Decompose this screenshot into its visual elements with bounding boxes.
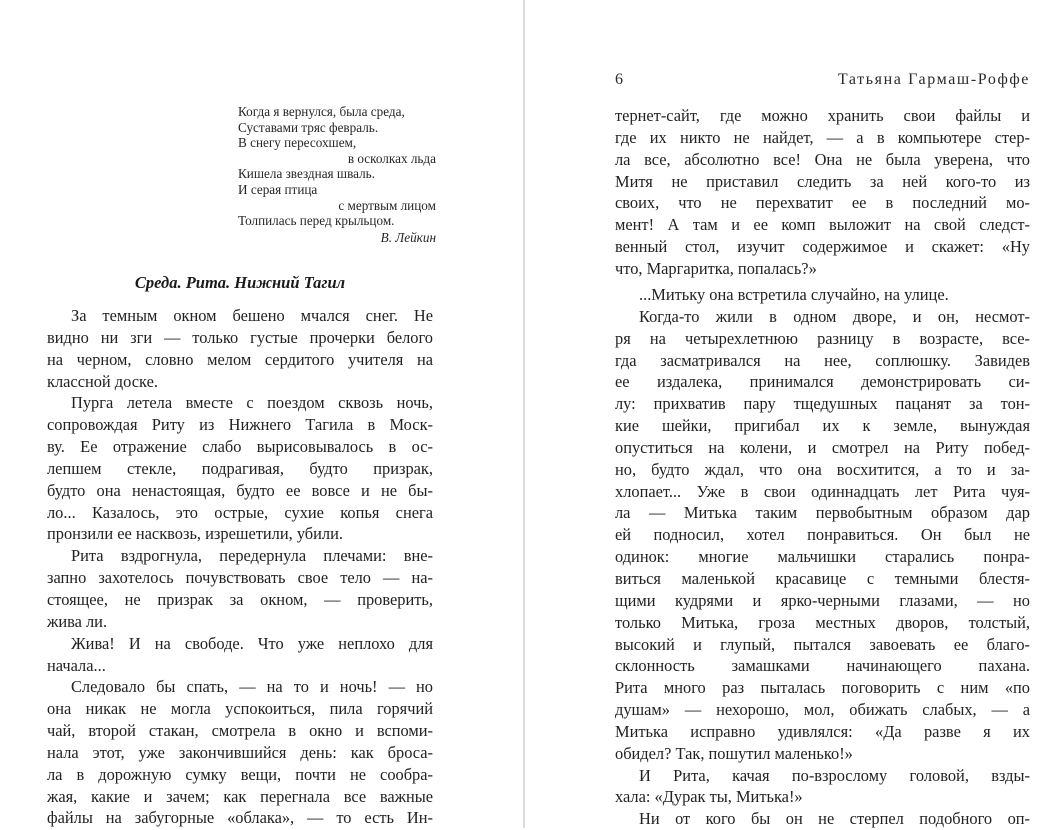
text-line: стоящее, не призрак за окном, — проверить, [47, 589, 433, 609]
running-head-author: Татьяна Гармаш-Роффе [837, 71, 1030, 88]
text-line: гда засматривался на нее, соплюшку. Завидев [615, 350, 1030, 370]
epigraph-line: Кишела звездная шваль. [238, 166, 375, 182]
text-line: Митька исправно удивлялся: «Да разве я их [615, 721, 1030, 741]
text-line: И Рита, качая по-взрослому головой, взды- [639, 765, 1030, 785]
text-line: она никак не могла успокоиться, пила горячий [47, 699, 433, 719]
text-line: тернет-сайт, где можно хранить свои файлы и [615, 106, 1030, 125]
text-line: кие шейки, пригибал их к земле, вынуждая [615, 416, 1030, 436]
text-line: За темным окном бешено мчался снег. Не [71, 306, 433, 325]
text-line: Рита много раз пыталась поговорить с ним «по [615, 678, 1030, 698]
text-line: опуститься на колени, и смотрел на Риту побед- [615, 437, 1030, 457]
chapter-title: Среда. Рита. Нижний Тагил [134, 273, 346, 292]
text-line: запно захотелось почувствовать свое тело — на- [47, 568, 433, 588]
text-line: хала: «Дурак ты, Митька!» [615, 787, 803, 807]
text-line: но, будто ждал, что она восхитится, а то и за- [615, 459, 1030, 479]
text-line: венный стол, изучит содержимое и скажет: «Ну [615, 237, 1030, 257]
text-line: где их никто не найдет, — а в компьютере стер- [615, 127, 1030, 147]
page-number: 6 [615, 71, 623, 88]
text-line: обидел? Так, пошутил маленько!» [615, 743, 853, 763]
left-body-text [47, 305, 433, 829]
text-line: виться маленькой красавице с темными блестя- [615, 568, 1030, 588]
text-line: ло... Казалось, это острые, сухие копья снега [47, 502, 433, 522]
epigraph-line: И серая птица [238, 181, 318, 197]
text-line: что, Маргаритка, попалась?» [615, 258, 817, 278]
right-body-text-section [615, 284, 1030, 830]
epigraph-line: В снегу пересохшем, [238, 135, 357, 151]
text-line: ла все, абсолютно все! Она не была уверена, что [615, 149, 1030, 169]
text-line: классной доске. [47, 371, 158, 391]
epigraph [238, 104, 436, 245]
text-line: Следовало бы спать, — на то и ночь! — но [71, 677, 433, 697]
text-line: лу: прихватив пару тщедушных пацанят за тон- [615, 394, 1030, 414]
text-line: чай, второй стакан, смотрела в окно и вспоми- [47, 721, 433, 741]
text-line: сопровождая Риту из Нижнего Тагила в Моск- [47, 415, 433, 435]
left-page [0, 0, 524, 828]
right-body-text-continuation [615, 105, 1030, 280]
text-line: Пурга летела вместе с поездом сквозь ночь, [71, 393, 433, 413]
text-line: ла — Митька таким первобытным образом дар [615, 503, 1030, 523]
text-line: файлы на забугорные «облака», — то есть Ин- [47, 808, 433, 828]
epigraph-line: Толпилась перед крыльцом. [238, 213, 395, 229]
epigraph-line: с мертвым лицом [338, 197, 436, 213]
text-line: только Митька, гроза местных дворов, толстый, [615, 612, 1030, 632]
text-line: ря на четырехлетнюю разницу в возрасте, все- [615, 328, 1030, 348]
text-line: будто она ненастоящая, будто ее вовсе и не бы- [47, 480, 433, 500]
text-line: жая, какие и зачем; как перегнала все важные [47, 786, 433, 806]
text-line: мент! А там и ее комп выложит на свой следст- [615, 215, 1030, 235]
text-line: начала... [47, 655, 106, 675]
epigraph-line: Суставами тряс февраль. [238, 119, 379, 135]
text-line: нала этот, уже закончившийся день: как броса- [47, 742, 433, 762]
text-line: ву. Ее отражение слабо вырисовывалось в ос- [47, 437, 433, 457]
text-line: ла в дорожную сумку вещи, почти не сообра- [47, 764, 433, 784]
text-line: Жива! И на свободе. Что уже неплохо для [71, 633, 433, 653]
epigraph-line: Когда я вернулся, была среда, [238, 104, 405, 119]
text-line: одинок: многие мальчишки старались понра- [615, 547, 1030, 567]
text-line: видно ни зги — только густые прочерки белого [47, 327, 433, 347]
text-line: щими кудрями и ярко-черными глазами, — но [615, 590, 1030, 610]
text-line: своих, что не перехватит ее в последний мо- [615, 193, 1030, 213]
text-line: Ни от кого бы он не стерпел подобного оп- [639, 809, 1030, 829]
text-line: ее издалека, принимался демонстрировать си- [615, 372, 1030, 392]
text-line: ей подносил, хотел понравиться. Он был не [615, 525, 1030, 545]
text-line: на черном, словно мелом сердитого учителя на [47, 349, 433, 369]
text-line: хлопает... Уже в свои одиннадцать лет Рита чуя- [615, 481, 1030, 501]
text-line: высокий и глупый, пытался завоевать ее благо- [615, 634, 1030, 654]
text-line: Когда-то жили в одном дворе, и он, несмот- [639, 306, 1030, 326]
text-line: душам» — нехорошо, мол, обижать слабых, — а [615, 700, 1030, 720]
text-line: склонность замашками начинающего пахана. [615, 656, 1030, 676]
text-line: Митя не приставил следить за ней кого-то из [615, 171, 1030, 191]
epigraph-author: В. Лейкин [380, 229, 436, 245]
text-line: пронзили ее насквозь, изрешетили, убили. [47, 524, 343, 544]
text-line: лепшем стекле, подрагивая, будто призрак, [47, 458, 433, 478]
text-line: жива ли. [47, 611, 108, 631]
text-line: Рита вздрогнула, передернула плечами: вне- [71, 546, 433, 566]
text-line: ...Митьку она встретила случайно, на улице. [639, 285, 949, 304]
epigraph-line: в осколках льда [347, 150, 436, 166]
running-head [615, 70, 1030, 90]
